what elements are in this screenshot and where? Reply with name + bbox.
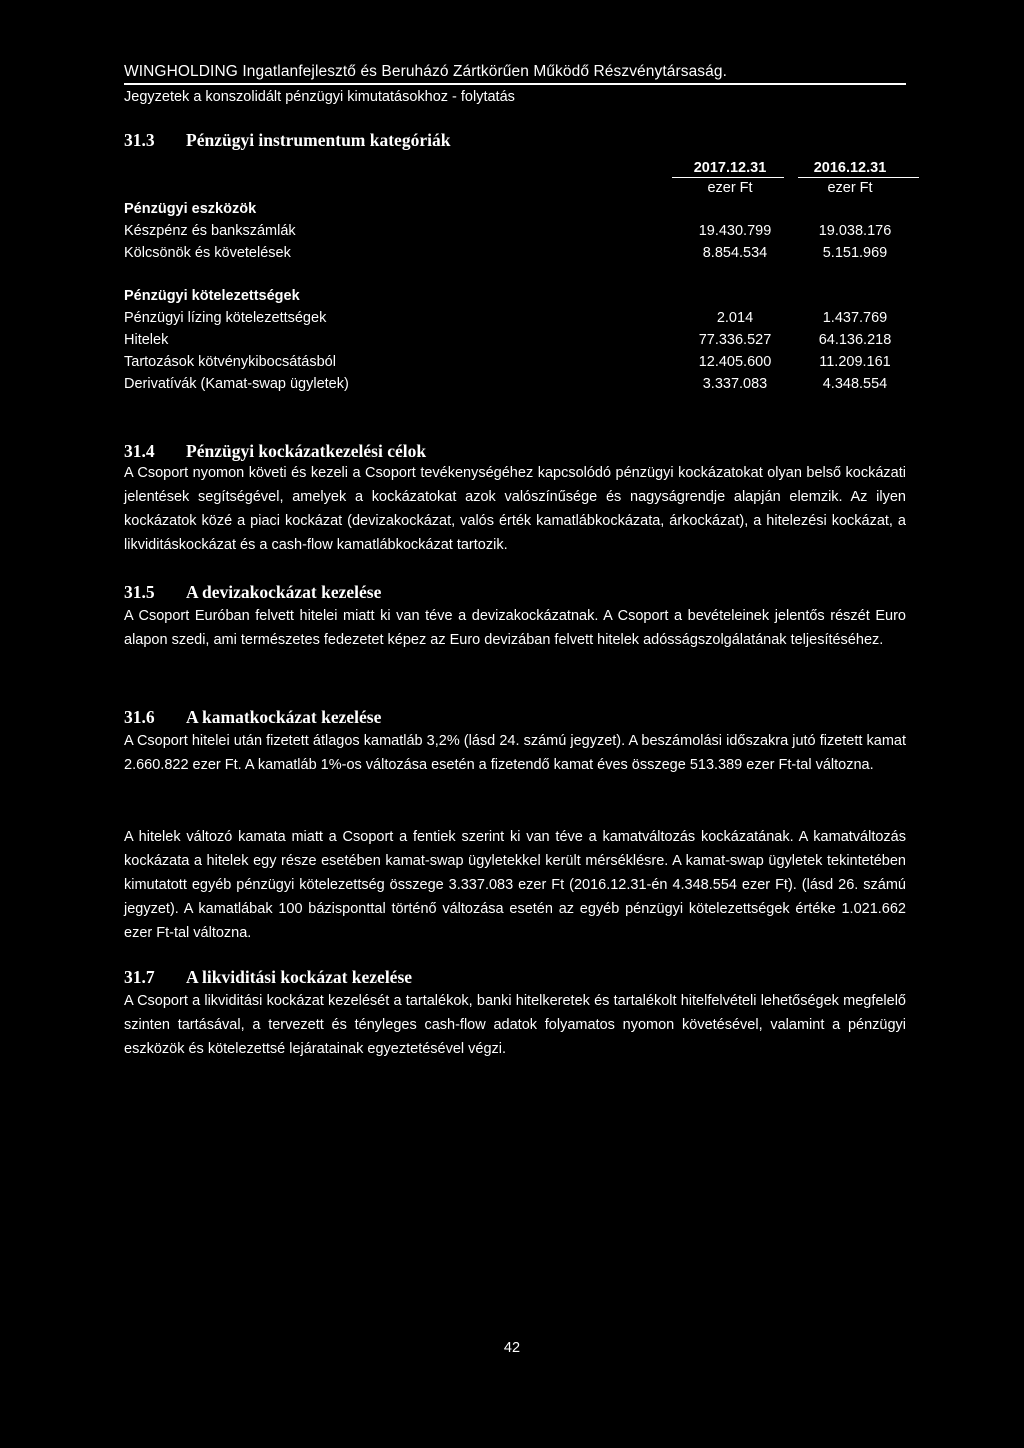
value-2017: 77.336.527 bbox=[698, 332, 772, 348]
section-heading: Pénzügyi kockázatkezelési célok bbox=[186, 441, 427, 461]
row-label: Készpénz és bankszámlák bbox=[124, 223, 296, 239]
group-heading-assets: Pénzügyi eszközök bbox=[124, 201, 257, 217]
column-header-2016: 2016.12.31 bbox=[813, 160, 887, 176]
section-number: 31.5 bbox=[124, 582, 155, 602]
section-31-3-title bbox=[124, 130, 450, 151]
value-2017: 12.405.600 bbox=[698, 354, 772, 370]
value-2017: 3.337.083 bbox=[702, 376, 768, 392]
section-number: 31.7 bbox=[124, 967, 155, 987]
paragraph-interest-risk-1: A Csoport hitelei után fizetett átlagos kamatláb 3,2% (lásd 24. számú jegyzet). A beszámolási időszakra jutó fizetett kamat 2.660.822 ezer Ft. A kamatláb 1%-os változása esetén a fizetendő kamat éves összege 513.389 ezer Ft-tal változna. bbox=[124, 733, 906, 773]
section-number: 31.4 bbox=[124, 441, 155, 461]
section-heading: A kamatkockázat kezelése bbox=[186, 707, 382, 727]
value-2017: 8.854.534 bbox=[702, 245, 768, 261]
section-number: 31.3 bbox=[124, 130, 155, 150]
section-31-4-title bbox=[124, 441, 426, 462]
value-2017: 2.014 bbox=[716, 310, 754, 326]
paragraph-liquidity-risk: A Csoport a likviditási kockázat kezelését a tartalékok, banki hitelkeretek és tartalékolt hitelfelvételi lehetőségek megfelelő szinten tartásával, a tervezett és tényleges cash-flow adatok folyamatos nyomon követésével, valamint a pénzügyi eszközök és kötelezettsé lejáratainak egyeztetésével végzi. bbox=[124, 993, 906, 1057]
paragraph-fx-risk: A Csoport Euróban felvett hitelei miatt ki van téve a devizakockázatnak. A Csoport a bevételeinek jelentős részét Euro alapon szedi, ami természetes fedezetet képez az Euro devizában felvett hitelek adósságszolgálatának teljesítéséhez. bbox=[124, 608, 906, 648]
table-row bbox=[124, 223, 924, 243]
row-label: Tartozások kötvénykibocsátásból bbox=[124, 354, 336, 370]
section-31-7-title bbox=[124, 967, 412, 988]
header-rule bbox=[124, 83, 906, 85]
row-label: Hitelek bbox=[124, 332, 169, 348]
table-row bbox=[124, 332, 924, 352]
paragraph-interest-risk-2: A hitelek változó kamata miatt a Csoport a fentiek szerint ki van téve a kamatváltozás kockázatának. A kamatváltozás kockázata a hitelek egy része esetében kamat-swap ügyletekkel került mérséklésre. A kamat-swap ügyletek tekintetében kimutatott egyéb pénzügyi kötelezettség összege 3.337.083 ezer Ft (2016.12.31-én 4.348.554 ezer Ft). (lásd 26. számú jegyzet). A kamatlábak 100 bázisponttal történő változása esetén az egyéb pénzügyi kötelezettségek értéke 1.021.662 ezer Ft-tal változna. bbox=[124, 829, 906, 941]
value-2016: 64.136.218 bbox=[818, 332, 892, 348]
table-row bbox=[124, 354, 924, 374]
column-rule-2017 bbox=[672, 177, 784, 178]
section-31-5-title bbox=[124, 582, 381, 603]
table-row bbox=[124, 245, 924, 265]
section-heading: A devizakockázat kezelése bbox=[186, 582, 382, 602]
group-heading-liabilities: Pénzügyi kötelezettségek bbox=[124, 288, 300, 304]
page-number: 42 bbox=[503, 1340, 521, 1356]
row-label: Derivatívák (Kamat-swap ügyletek) bbox=[124, 376, 349, 392]
column-unit-2016: ezer Ft bbox=[827, 180, 873, 196]
column-rule-2016 bbox=[798, 177, 919, 178]
section-heading: Pénzügyi instrumentum kategóriák bbox=[186, 130, 451, 150]
column-header-2017: 2017.12.31 bbox=[693, 160, 767, 176]
value-2016: 5.151.969 bbox=[822, 245, 888, 261]
column-unit-2017: ezer Ft bbox=[707, 180, 753, 196]
row-label: Pénzügyi lízing kötelezettségek bbox=[124, 310, 327, 326]
paragraph-risk-objectives: A Csoport nyomon követi és kezeli a Csoport tevékenységéhez kapcsolódó pénzügyi kockázatokat olyan belső kockázati jelentések segítségével, amelyek a kockázatokat azok valószínűsége és nagyságrendje alapján elemzik. Az ilyen kockázatok közé a piaci kockázat (devizakockázat, valós érték kamatlábkockázata, árkockázat), a hitelezési kockázat, a likviditáskockázat és a cash-flow kamatlábkockázat tartozik. bbox=[124, 465, 906, 553]
document-subtitle: Jegyzetek a konszolidált pénzügyi kimutatásokhoz - folytatás bbox=[124, 89, 515, 105]
table-row bbox=[124, 310, 924, 330]
value-2016: 19.038.176 bbox=[818, 223, 892, 239]
value-2017: 19.430.799 bbox=[698, 223, 772, 239]
company-header: WINGHOLDING Ingatlanfejlesztő és Beruházó Zártkörűen Működő Részvénytársaság. bbox=[124, 63, 727, 80]
section-31-6-title bbox=[124, 707, 381, 728]
row-label: Kölcsönök és követelések bbox=[124, 245, 291, 261]
table-row bbox=[124, 376, 924, 396]
section-number: 31.6 bbox=[124, 707, 155, 727]
section-heading: A likviditási kockázat kezelése bbox=[186, 967, 413, 987]
value-2016: 1.437.769 bbox=[822, 310, 888, 326]
value-2016: 4.348.554 bbox=[822, 376, 888, 392]
value-2016: 11.209.161 bbox=[819, 354, 891, 370]
